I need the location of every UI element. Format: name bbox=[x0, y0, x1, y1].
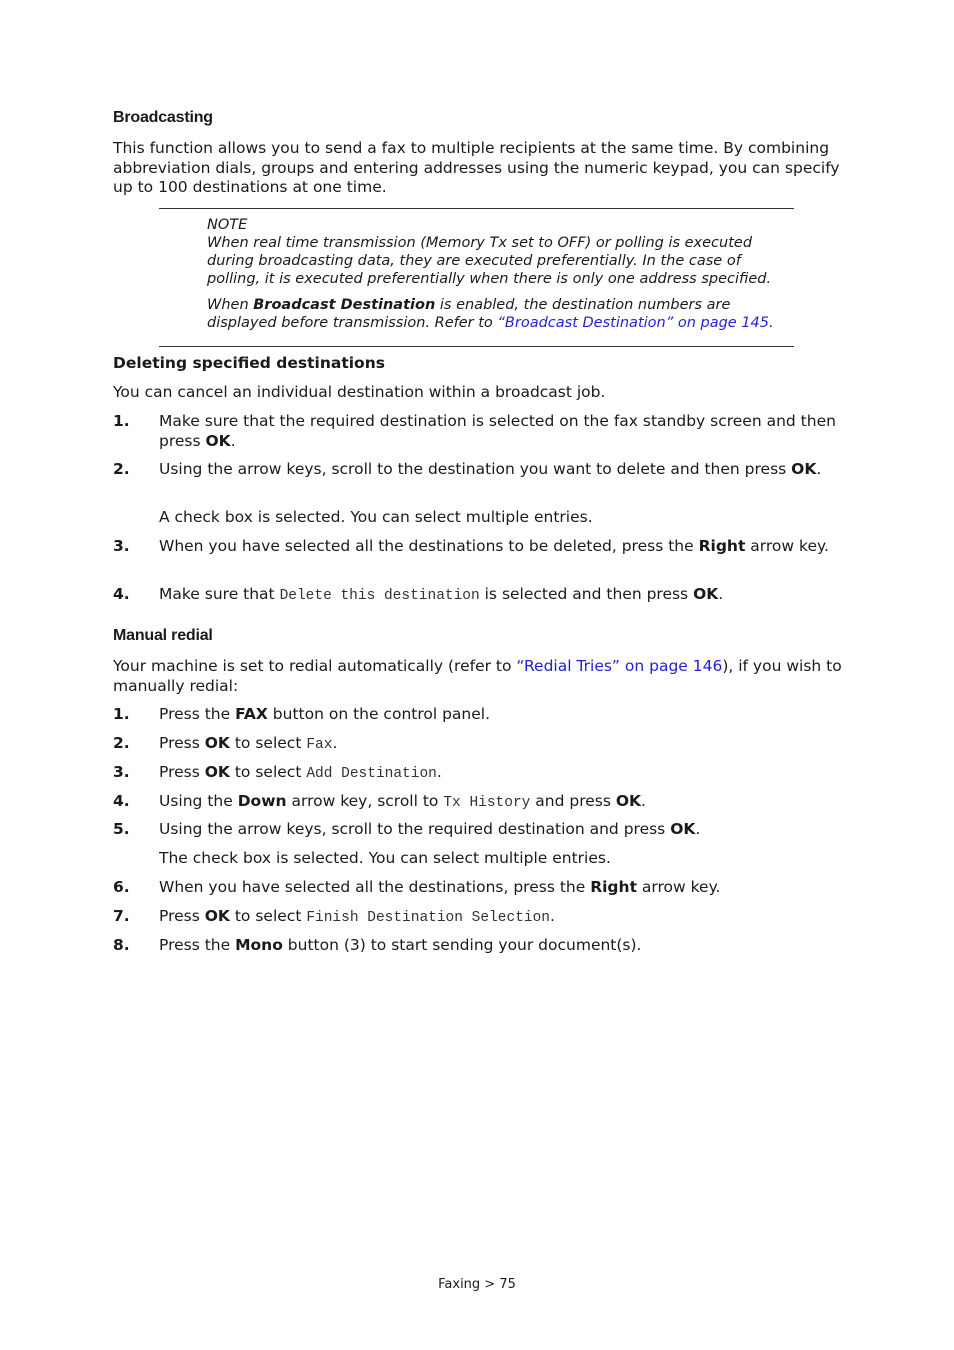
step-number: 4. bbox=[113, 792, 130, 810]
broadcasting-intro: This function allows you to send a fax to multiple recipients at the same time. By combining abbreviation dials, groups and entering addresses using the numeric keypad, you can specify up to 100 destinations at one time. bbox=[113, 139, 840, 196]
step-number: 1. bbox=[113, 705, 130, 723]
step-text: button (3) to start sending your document(s). bbox=[282, 936, 642, 954]
step-text: button on the control panel. bbox=[267, 705, 491, 723]
page-footer: Faxing > 75 bbox=[438, 1277, 516, 1292]
step-text: . bbox=[641, 792, 646, 810]
deleting-step-2 bbox=[113, 460, 843, 480]
step-text: arrow key, scroll to bbox=[286, 792, 444, 810]
step-text: Press bbox=[159, 907, 205, 925]
heading-manual-redial: Manual redial bbox=[113, 627, 213, 644]
step-text: Using the bbox=[159, 792, 238, 810]
step-bold: OK bbox=[204, 763, 230, 781]
manual-intro-pre: Your machine is set to redial automatically (refer to bbox=[113, 657, 517, 675]
step-bold: OK bbox=[791, 460, 817, 478]
manual-step-3 bbox=[113, 763, 843, 785]
step-text: Using the arrow keys, scroll to the required destination and press bbox=[159, 820, 671, 838]
step-bold: OK bbox=[205, 431, 231, 450]
manual-intro-post: ), if you wish to manually redial: bbox=[113, 657, 842, 695]
note-text-1: When real time transmission (Memory Tx set to OFF) or polling is executed during broadcasting data, they are executed preferentially. In the case of polling, it is executed preferentially when there is only one address specified. bbox=[207, 235, 772, 287]
manual-intro bbox=[113, 657, 843, 696]
step-bold: Down bbox=[237, 792, 287, 810]
step-text: is selected and then press bbox=[479, 585, 694, 603]
step-number: 3. bbox=[113, 537, 130, 555]
step-mono: Delete this destination bbox=[279, 588, 480, 604]
step-text: Press the bbox=[159, 936, 236, 954]
step-mono: Tx History bbox=[443, 795, 531, 811]
step-text: . bbox=[549, 907, 555, 925]
step-mono: Finish Destination Selection bbox=[306, 910, 550, 926]
manual-step-7 bbox=[113, 907, 843, 929]
note-text-2-mid: is enabled, the destination numbers are displayed before transmission. Refer to bbox=[207, 297, 731, 331]
step-text: . bbox=[230, 431, 236, 450]
step-text: to select bbox=[229, 763, 307, 781]
step-text: Press the bbox=[159, 705, 236, 723]
heading-broadcasting: Broadcasting bbox=[113, 109, 213, 126]
manual-step-5-result: The check box is selected. You can select multiple entries. bbox=[159, 849, 611, 867]
step-number: 5. bbox=[113, 820, 130, 838]
step-text: . bbox=[436, 763, 442, 781]
deleting-step-2-result: A check box is selected. You can select multiple entries. bbox=[159, 508, 593, 526]
deleting-step-1 bbox=[113, 412, 843, 451]
step-number: 2. bbox=[113, 734, 130, 752]
step-bold: Mono bbox=[235, 936, 283, 954]
link-broadcast-destination[interactable]: “Broadcast Destination” on page 145 bbox=[497, 315, 770, 331]
link-redial-tries[interactable]: “Redial Tries” on page 146 bbox=[516, 657, 723, 675]
step-text: arrow key. bbox=[745, 537, 829, 555]
manual-step-2 bbox=[113, 734, 843, 756]
step-text: and press bbox=[530, 792, 616, 810]
step-text: to select bbox=[229, 907, 307, 925]
note-text-2-post: . bbox=[769, 315, 774, 331]
step-text: Press bbox=[159, 734, 205, 752]
step-number: 1. bbox=[113, 412, 130, 430]
step-bold: OK bbox=[204, 907, 230, 925]
step-bold: OK bbox=[615, 792, 642, 810]
manual-step-4 bbox=[113, 792, 843, 814]
note-text-2 bbox=[207, 296, 794, 332]
note-box bbox=[159, 208, 794, 347]
step-text: to select bbox=[229, 734, 307, 752]
step-text: Make sure that bbox=[159, 585, 280, 603]
step-mono: Fax bbox=[306, 737, 333, 753]
step-text: When you have selected all the destinations, press the bbox=[159, 878, 591, 896]
step-text: Press bbox=[159, 763, 205, 781]
manual-step-8 bbox=[113, 936, 843, 956]
note-text-2-bold: Broadcast Destination bbox=[253, 297, 436, 313]
step-number: 2. bbox=[113, 460, 130, 478]
step-text: Make sure that the required destination is selected on the fax standby screen and then press bbox=[159, 412, 836, 450]
deleting-step-3 bbox=[113, 537, 843, 557]
step-bold: Right bbox=[590, 878, 637, 896]
step-mono: Add Destination bbox=[306, 766, 437, 782]
step-bold: OK bbox=[693, 585, 719, 603]
step-number: 7. bbox=[113, 907, 130, 925]
manual-step-1 bbox=[113, 705, 843, 725]
step-number: 3. bbox=[113, 763, 130, 781]
step-bold: OK bbox=[204, 734, 230, 752]
note-text-2-pre: When bbox=[207, 297, 254, 313]
step-text: When you have selected all the destinations to be deleted, press the bbox=[159, 537, 699, 555]
step-number: 8. bbox=[113, 936, 130, 954]
step-text: arrow key. bbox=[636, 878, 721, 896]
step-text: . bbox=[695, 820, 701, 838]
manual-step-6 bbox=[113, 878, 843, 898]
step-bold: FAX bbox=[235, 705, 268, 723]
manual-step-5 bbox=[113, 820, 843, 840]
step-bold: OK bbox=[670, 820, 696, 838]
heading-deleting: Deleting specified destinations bbox=[113, 354, 385, 372]
step-text: . bbox=[332, 734, 338, 752]
step-text: . bbox=[816, 460, 822, 478]
step-text: . bbox=[718, 585, 724, 603]
deleting-intro: You can cancel an individual destination within a broadcast job. bbox=[113, 383, 606, 401]
deleting-step-4 bbox=[113, 585, 843, 607]
step-number: 6. bbox=[113, 878, 130, 896]
step-number: 4. bbox=[113, 585, 130, 603]
note-label: NOTE bbox=[207, 217, 248, 233]
step-bold: Right bbox=[698, 537, 746, 555]
step-text: Using the arrow keys, scroll to the destination you want to delete and then press bbox=[159, 460, 792, 478]
